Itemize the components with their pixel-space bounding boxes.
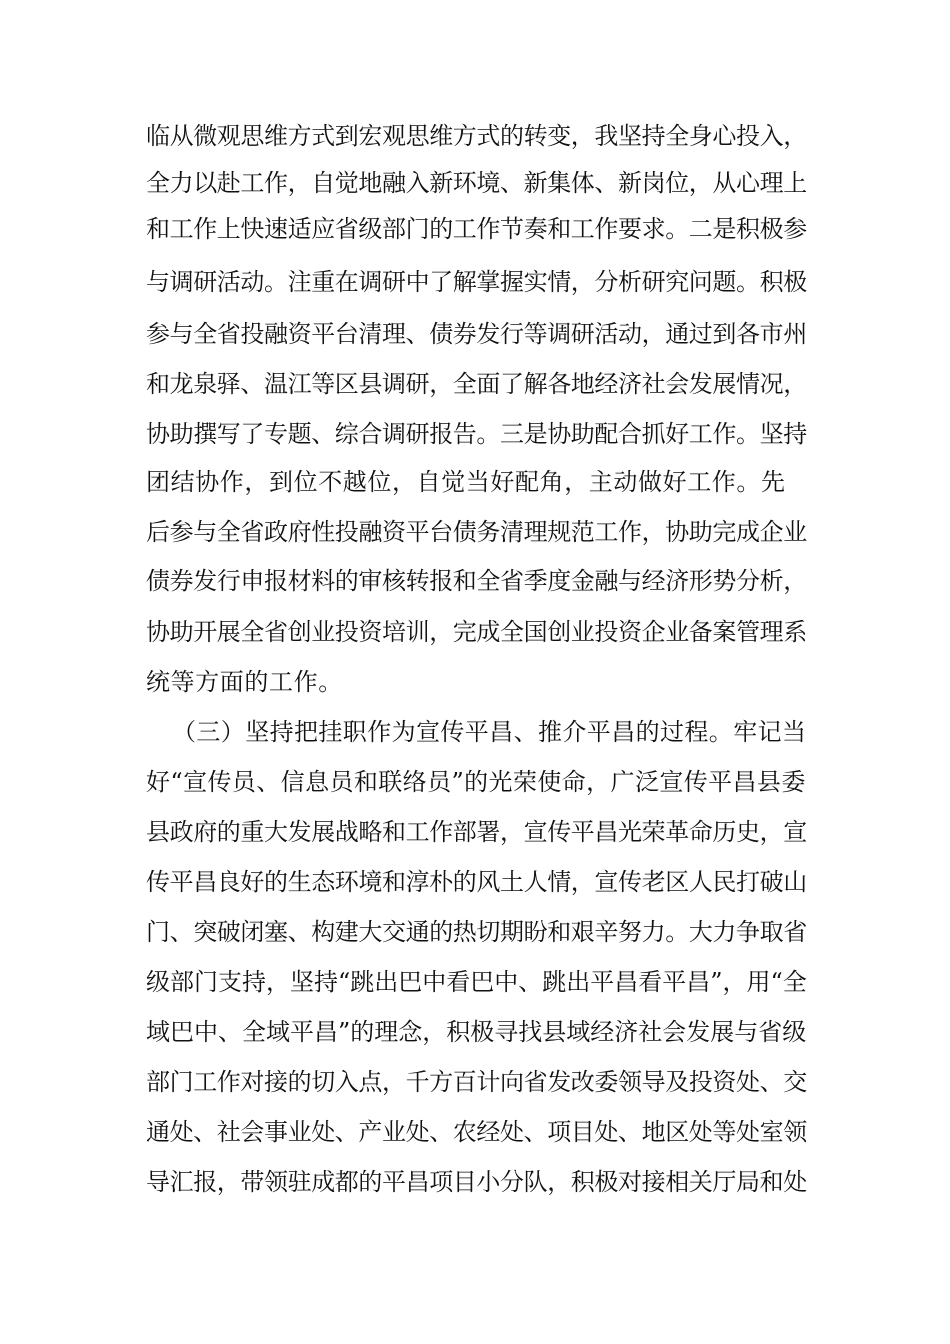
text-line: 门、突破闭塞、构建大交通的热切期盼和艰辛努力。大力争取省 (146, 918, 807, 946)
text-line: 县政府的重大发展战略和工作部署，宣传平昌光荣革命历史，宣 (146, 818, 807, 846)
text-line: 全力以赴工作，自觉地融入新环境、新集体、新岗位，从心理上 (146, 169, 807, 197)
text-line: 传平昌良好的生态环境和淳朴的风土人情，宣传老区人民打破山 (146, 868, 807, 896)
text-line: 后参与全省政府性投融资平台债务清理规范工作，协助完成企业 (146, 518, 807, 546)
text-line: 临从微观思维方式到宏观思维方式的转变，我坚持全身心投入， (146, 122, 807, 150)
text-line: 协助开展全省创业投资培训，完成全国创业投资企业备案管理系 (146, 618, 807, 646)
text-line: 和龙泉驿、温江等区县调研，全面了解各地经济社会发展情况， (146, 370, 807, 398)
text-line: 团结协作，到位不越位，自觉当好配角，主动做好工作。先 (146, 468, 786, 496)
text-line: 级部门支持，坚持“跳出巴中看巴中、跳出平昌看平昌”，用“全 (146, 968, 807, 996)
text-line: 统等方面的工作。 (146, 668, 343, 696)
text-line: 参与全省投融资平台清理、债券发行等调研活动，通过到各市州 (146, 320, 807, 348)
text-line: 好“宣传员、信息员和联络员”的光荣使命，广泛宣传平昌县委 (146, 768, 806, 796)
text-line: 和工作上快速适应省级部门的工作节奏和工作要求。二是积极参 (146, 215, 807, 243)
text-line: 导汇报，带领驻成都的平昌项目小分队，积极对接相关厅局和处 (146, 1168, 807, 1196)
text-line: 通处、社会事业处、产业处、农经处、项目处、地区处等处室领 (146, 1118, 807, 1146)
text-line: 部门工作对接的切入点，千方百计向省发改委领导及投资处、交 (146, 1068, 807, 1096)
text-line: 协助撰写了专题、综合调研报告。三是协助配合抓好工作。坚持 (146, 420, 807, 448)
text-line: 与调研活动。注重在调研中了解掌握实情，分析研究问题。积极 (146, 268, 807, 296)
text-line: 域巴中、全域平昌”的理念，积极寻找县域经济社会发展与省级 (146, 1018, 807, 1046)
text-line: 债券发行申报材料的审核转报和全省季度金融与经济形势分析， (146, 567, 807, 595)
paragraph-heading: （三）坚持把挂职作为宣传平昌、推介平昌的过程。牢记当 (172, 718, 807, 746)
